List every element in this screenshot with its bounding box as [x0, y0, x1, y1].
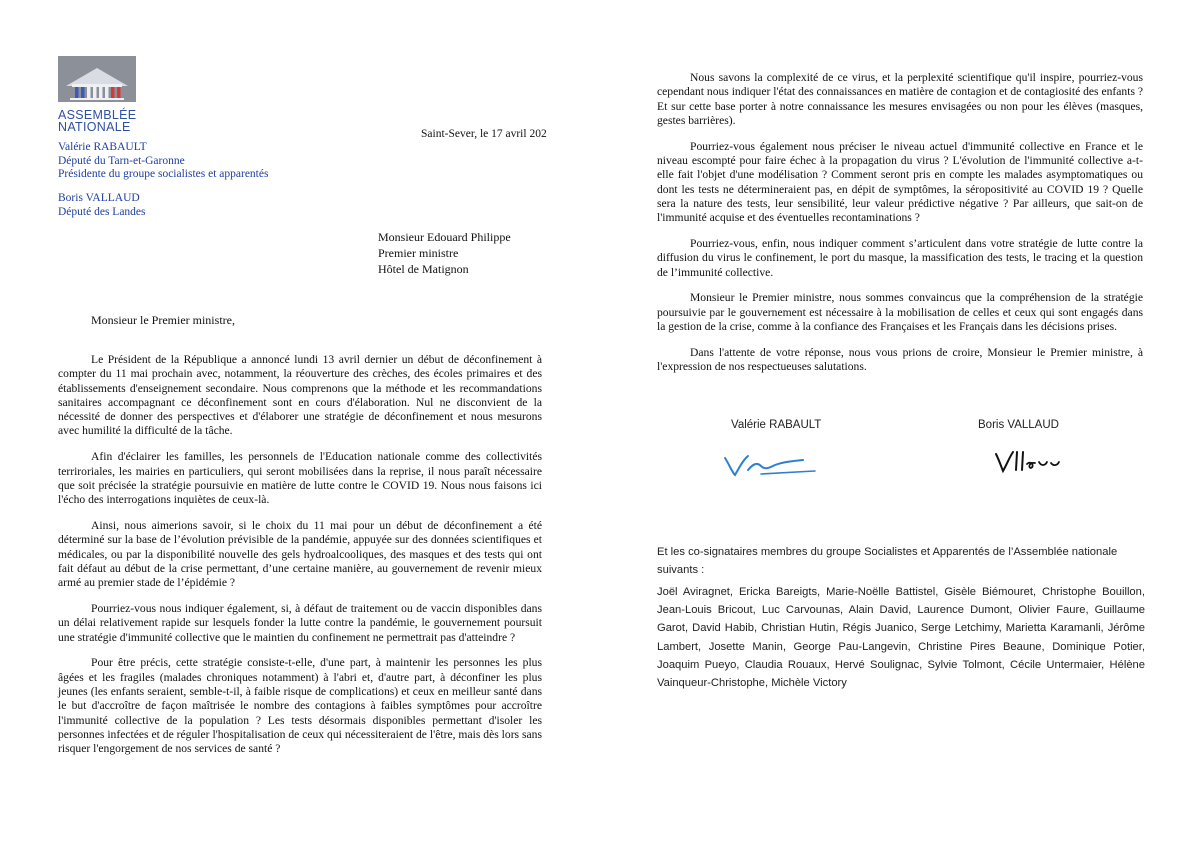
body-paragraph: Le Président de la République a annoncé lundi 13 avril dernier un début de déconfinement à compter du 11 mai prochain avec, notamment, la réouverture des crèches, des écoles primaires et des établissements d'enseignement secondaire. Nous comprenons que la méthode et les recommandations sanitaires accompagnant ce déconfinement sont en cours d'élaboration. Nul ne disconvient de la nécessité de donner des perspectives et d'élaborer une stratégie de déconfinement et nous mesurons avec humilité la difficulté de la tâche. — [58, 353, 542, 438]
sender-title: Député des Landes — [58, 205, 146, 218]
letter-date: Saint-Sever, le 17 avril 202 — [421, 128, 547, 140]
body-paragraph: Ainsi, nous aimerions savoir, si le choix du 11 mai pour un début de déconfinement a été déterminé sur la base de l’évolution prévisible de la pandémie, appuyée sur des données scientifiques et médicales, ou par la disponibilité nouvelle des gels hydroalcooliques, des masques et des tests qui ont fait défaut au début de la crise permettant, d’une certaine manière, au gouvernement de revenir mieux armé au premier stade de l’épidémie ? — [58, 518, 542, 590]
sender-name: Valérie RABAULT — [58, 141, 147, 153]
recipient-name: Monsieur Edouard Philippe — [378, 230, 511, 244]
body-paragraph: Pourriez-vous également nous préciser le niveau actuel d'immunité collective en France et le niveau escompté pour faire échec à la propagation du virus ? L'évolution de l'immunité collective a-t-elle fait l'objet d'une modélisation ? Comment seront pris en compte les malades asymptomatiques ou dont les tests ne détermineraient pas, en dépit de symptômes, la séropositivité au COVID 19 ? Quelle sera la nature des tests, leur sensibilité, leur valeur prédictive négative ? Par ailleurs, que sait-on de l'immunité acquise et des éventuelles recontaminations ? — [657, 139, 1143, 225]
logo-line-1: ASSEMBLÉE — [58, 108, 137, 122]
body-paragraph: Pourriez-vous nous indiquer également, si, à défaut de traitement ou de vaccin disponibles dans un délai relativement rapide sur lesquels fonder la lutte contre la pandémie, le gouvernement poursuit une stratégie d'immunité collective que le maintien du confinement ne permettrait pas d'atteindre ? — [58, 601, 542, 644]
body-paragraph: Nous savons la complexité de ce virus, et la perplexité scientifique qu'il inspire, pourriez-vous cependant nous indiquer l'état des connaissances en matière de contagion et de contagiosité des enfants ? Et sur cette base porter à notre connaissance les mesures envisagées ou non pour les élèves (masques, gestes barrières). — [657, 71, 1143, 127]
hemicycle-logo-icon — [58, 56, 136, 102]
body-paragraph: Pour être précis, cette stratégie consiste-t-elle, d'une part, à maintenir les personnes les plus âgées et les fragiles (malades chroniques notamment) à l'abri et, d'autre part, à déconfiner les plus jeunes (les enfants seraient, semble-t-il, à faible risque de complications) et ceux en meilleur santé dans le but d'accroître de façon maîtrisée le nombre des contagions à faibles symptômes pour accroître l'immunité collective de la population ? Les tests désormais disponibles permettant d'isoler les personnes infectées et de réguler l'hospitalisation de ceux qui nécessiteraient de l'être, mais dès lors sans risquer l'engorgement de nos services de santé ? — [58, 656, 542, 756]
sender-name: Boris VALLAUD — [58, 192, 140, 204]
cosignatories-list: Joël Aviragnet, Ericka Bareigts, Marie-Noëlle Battistel, Gisèle Biémouret, Christophe Bouillon, Jean-Louis Bricout, Luc Carvounas, Alain David, Laurence Dumont, Olivier Faure, Guillaume Garot, David Habib, Christian Hutin, Régis Juanico, Serge Letchimy, Marietta Karamanli, Jérôme Lambert, Josette Manin, George Pau-Langevin, Christine Pires Beaune, Dominique Potier, Joaquim Pueyo, Claudia Rouaux, Hervé Soulignac, Sylvie Tolmont, Cécile Untermaier, Hélène Vainqueur-Christophe, Michèle Victory — [657, 586, 1145, 690]
letter-body-right — [657, 71, 1143, 386]
signatory-name-left: Valérie RABAULT — [731, 419, 822, 431]
recipient-title: Premier ministre — [378, 246, 459, 260]
body-paragraph: Pourriez-vous, enfin, nous indiquer comment s’articulent dans votre stratégie de lutte contre la diffusion du virus le confinement, le port du masque, la massification des tests, le tracing et la question de l’immunité collective. — [657, 236, 1143, 279]
body-paragraph: Dans l'attente de votre réponse, nous vous prions de croire, Monsieur le Premier ministre, à l'expression de nos respectueuses salutations. — [657, 345, 1143, 374]
assemblee-nationale-logo — [58, 56, 140, 133]
letter-body-left — [58, 353, 542, 768]
signatory-name-right: Boris VALLAUD — [978, 419, 1059, 431]
signature-vallaud — [993, 446, 1063, 478]
recipient-block — [378, 229, 511, 277]
cosignatories-intro: Et les co-signataires membres du groupe Socialistes et Apparentés de l’Assemblée nationale suivants : — [657, 546, 1118, 576]
recipient-address: Hôtel de Matignon — [378, 262, 469, 276]
logo-line-2: NATIONALE — [58, 120, 131, 134]
sender-block-rabault — [58, 141, 268, 182]
salutation: Monsieur le Premier ministre, — [91, 313, 235, 327]
body-paragraph: Afin d'éclairer les familles, les personnels de l'Education nationale comme des collectivités terriroriales, les mairies en particuliers, qui seront mobilisées dans la reprise, il nous paraît nécessaire que soit précisée la stratégie poursuivie en matière de lutte contre le COVID 19. Nous nous faisons ici l'écho des interrogations inquiètes de ceux-là. — [58, 450, 542, 507]
body-paragraph: Monsieur le Premier ministre, nous sommes convaincus que la compréhension de la stratégie poursuivie par le gouvernement est nécessaire à la mobilisation de celles et ceux qui sont engagés dans la gestion de la crise, comme à la confiance des Françaises et les Français dans les décisions prises. — [657, 291, 1143, 333]
sender-title: Député du Tarn-et-Garonne — [58, 154, 185, 167]
signature-rabault — [721, 446, 821, 482]
sender-block-vallaud — [58, 192, 146, 219]
sender-role: Présidente du groupe socialistes et apparentés — [58, 168, 269, 180]
